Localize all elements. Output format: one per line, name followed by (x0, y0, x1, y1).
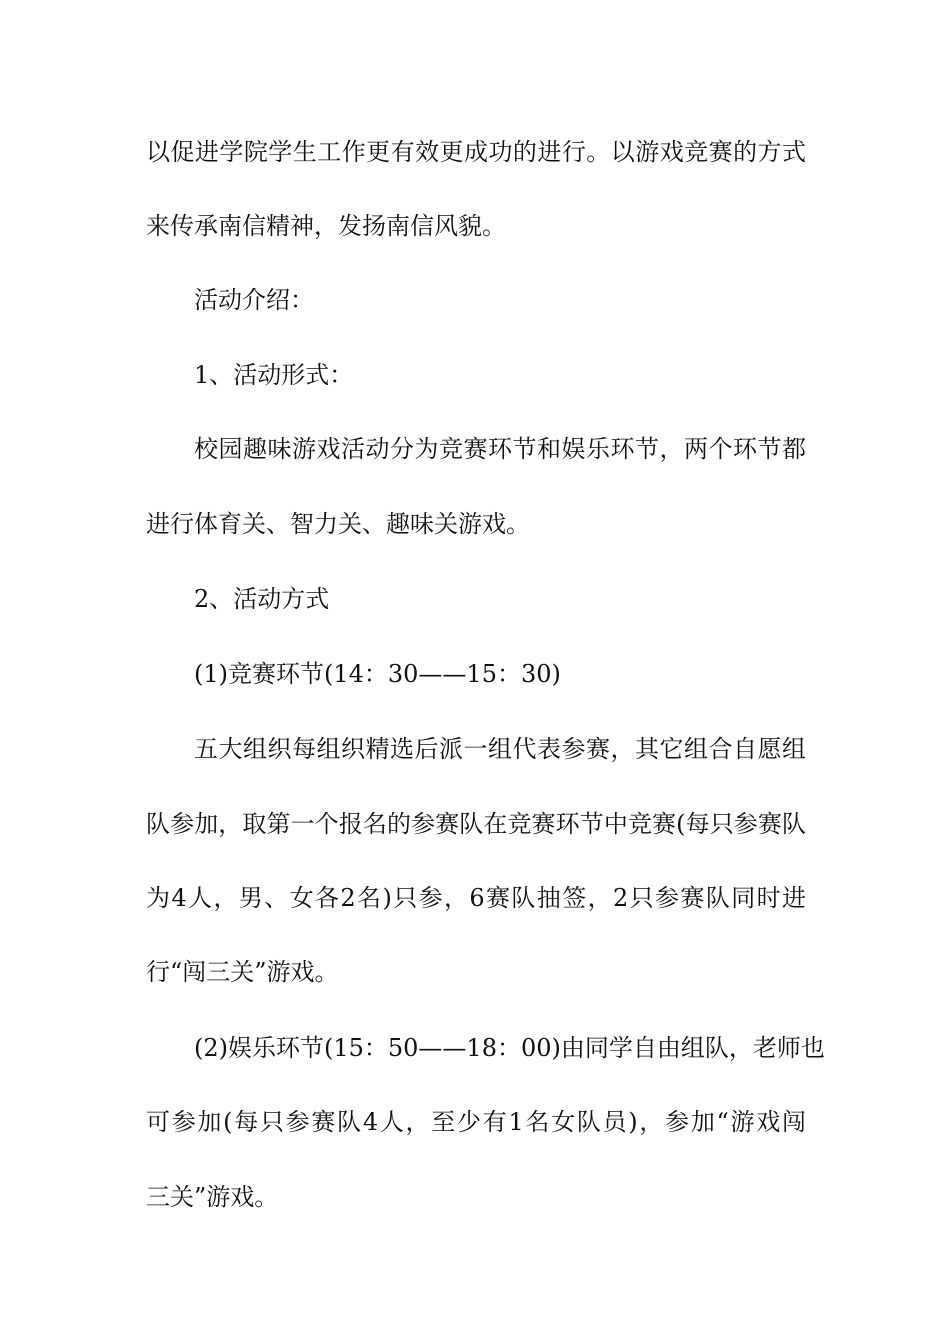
text-line: 为4人，男、女各2名)只参，6赛队抽签，2只参赛队同时进 (146, 884, 806, 912)
text-line: 可参加(每只参赛队4人，至少有1名女队员)，参加“游戏闯 (146, 1108, 806, 1136)
text-line: 来传承南信精神，发扬南信风貌。 (146, 212, 506, 240)
item-heading: (2)娱乐环节(15：50——18：00)由同学自由组队，老师也 (194, 1034, 825, 1062)
item-heading: (1)竞赛环节(14：30——15：30) (194, 660, 561, 688)
text-line: 三关”游戏。 (146, 1183, 279, 1211)
subsection-heading: 1、活动形式： (194, 361, 354, 389)
subsection-heading: 2、活动方式 (194, 585, 330, 613)
text-line: 以促进学院学生工作更有效更成功的进行。以游戏竞赛的方式 (146, 138, 806, 166)
text-line: 校园趣味游戏活动分为竞赛环节和娱乐环节，两个环节都 (194, 435, 806, 463)
text-line: 行“闯三关”游戏。 (146, 958, 339, 986)
text-line: 进行体育关、智力关、趣味关游戏。 (146, 510, 530, 538)
text-line: 五大组织每组织精选后派一组代表参赛，其它组合自愿组 (194, 735, 806, 763)
text-line: 队参加，取第一个报名的参赛队在竞赛环节中竞赛(每只参赛队 (146, 810, 806, 838)
section-heading: 活动介绍： (194, 286, 314, 314)
